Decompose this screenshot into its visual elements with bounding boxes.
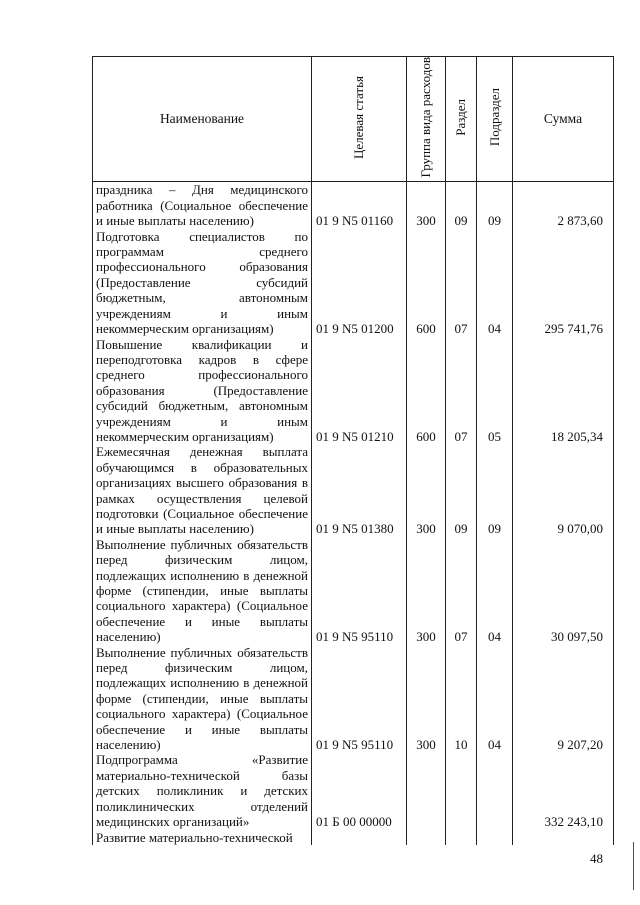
table-row <box>93 645 614 753</box>
row-sum: 30 097,50 <box>513 537 614 645</box>
row-group: 600 <box>407 229 446 337</box>
table-header-row <box>93 57 614 182</box>
row-name: Подготовка специалистов по программам среднего профессионального образования (Предоставление субсидий бюджетным, автономным учреждениям и иным некоммерческим организациям) <box>93 229 312 337</box>
table-row <box>93 229 614 337</box>
table-row <box>93 444 614 536</box>
row-section: 10 <box>446 645 477 753</box>
scan-edge-line <box>633 842 634 890</box>
row-sum: 332 243,10 <box>513 752 614 829</box>
row-group: 300 <box>407 182 446 229</box>
table-row <box>93 182 614 229</box>
row-subsection: 04 <box>477 645 513 753</box>
row-subsection: 04 <box>477 229 513 337</box>
header-name: Наименование <box>93 57 312 182</box>
row-code: 01 9 N5 01160 <box>312 182 407 229</box>
row-section: 09 <box>446 444 477 536</box>
budget-table <box>92 56 614 845</box>
row-sum: 9 207,20 <box>513 645 614 753</box>
row-section <box>446 830 477 845</box>
row-code: 01 9 N5 01200 <box>312 229 407 337</box>
row-code: 01 9 N5 95110 <box>312 537 407 645</box>
row-subsection <box>477 752 513 829</box>
header-expense-group: Группа вида расходов <box>407 57 446 182</box>
row-code: 01 9 N5 95110 <box>312 645 407 753</box>
row-name: Выполнение публичных обязательств перед физическим лицом, подлежащих исполнению в денежной форме (стипендии, иные выплаты социального характера) (Социальное обеспечение и иные выплаты населению) <box>93 645 312 753</box>
row-name: Подпрограмма «Развитие материально-технической базы детских поликлиник и детских поликлинических отделений медицинских организаций» <box>93 752 312 829</box>
row-sum: 295 741,76 <box>513 229 614 337</box>
row-subsection: 09 <box>477 444 513 536</box>
row-sum: 18 205,34 <box>513 337 614 445</box>
row-section: 07 <box>446 229 477 337</box>
row-name: Повышение квалификации и переподготовка кадров в сфере среднего профессионального образования (Предоставление субсидий бюджетным, автономным учреждениям и иным некоммерческим организациям) <box>93 337 312 445</box>
header-target-article: Целевая статья <box>312 57 407 182</box>
row-section: 07 <box>446 337 477 445</box>
row-sum <box>513 830 614 845</box>
row-group: 300 <box>407 444 446 536</box>
row-group <box>407 830 446 845</box>
header-subsection: Подраздел <box>477 57 513 182</box>
row-section <box>446 752 477 829</box>
table-row <box>93 752 614 829</box>
table-row <box>93 537 614 645</box>
row-section: 09 <box>446 182 477 229</box>
row-group: 300 <box>407 537 446 645</box>
row-subsection: 04 <box>477 537 513 645</box>
row-group: 300 <box>407 645 446 753</box>
row-code: 01 9 N5 01380 <box>312 444 407 536</box>
row-group: 600 <box>407 337 446 445</box>
row-code: 01 9 N5 01210 <box>312 337 407 445</box>
table-row <box>93 830 614 845</box>
table-row <box>93 337 614 445</box>
row-code: 01 Б 00 00000 <box>312 752 407 829</box>
row-subsection: 09 <box>477 182 513 229</box>
row-name: Ежемесячная денежная выплата обучающимся в образовательных организациях высшего образования в рамках осуществления целевой подготовки (Социальное обеспечение и иные выплаты населению) <box>93 444 312 536</box>
row-name: Развитие материально-технической <box>93 830 312 845</box>
row-section: 07 <box>446 537 477 645</box>
row-subsection <box>477 830 513 845</box>
row-sum: 2 873,60 <box>513 182 614 229</box>
row-sum: 9 070,00 <box>513 444 614 536</box>
row-name: Выполнение публичных обязательств перед физическим лицом, подлежащих исполнению в денежной форме (стипендии, иные выплаты социального характера) (Социальное обеспечение и иные выплаты населению) <box>93 537 312 645</box>
row-group <box>407 752 446 829</box>
header-section: Раздел <box>446 57 477 182</box>
row-name: праздника – Дня медицинского работника (Социальное обеспечение и иные выплаты населению) <box>93 182 312 229</box>
header-sum: Сумма <box>513 57 614 182</box>
row-code <box>312 830 407 845</box>
row-subsection: 05 <box>477 337 513 445</box>
page-number: 48 <box>590 851 603 866</box>
